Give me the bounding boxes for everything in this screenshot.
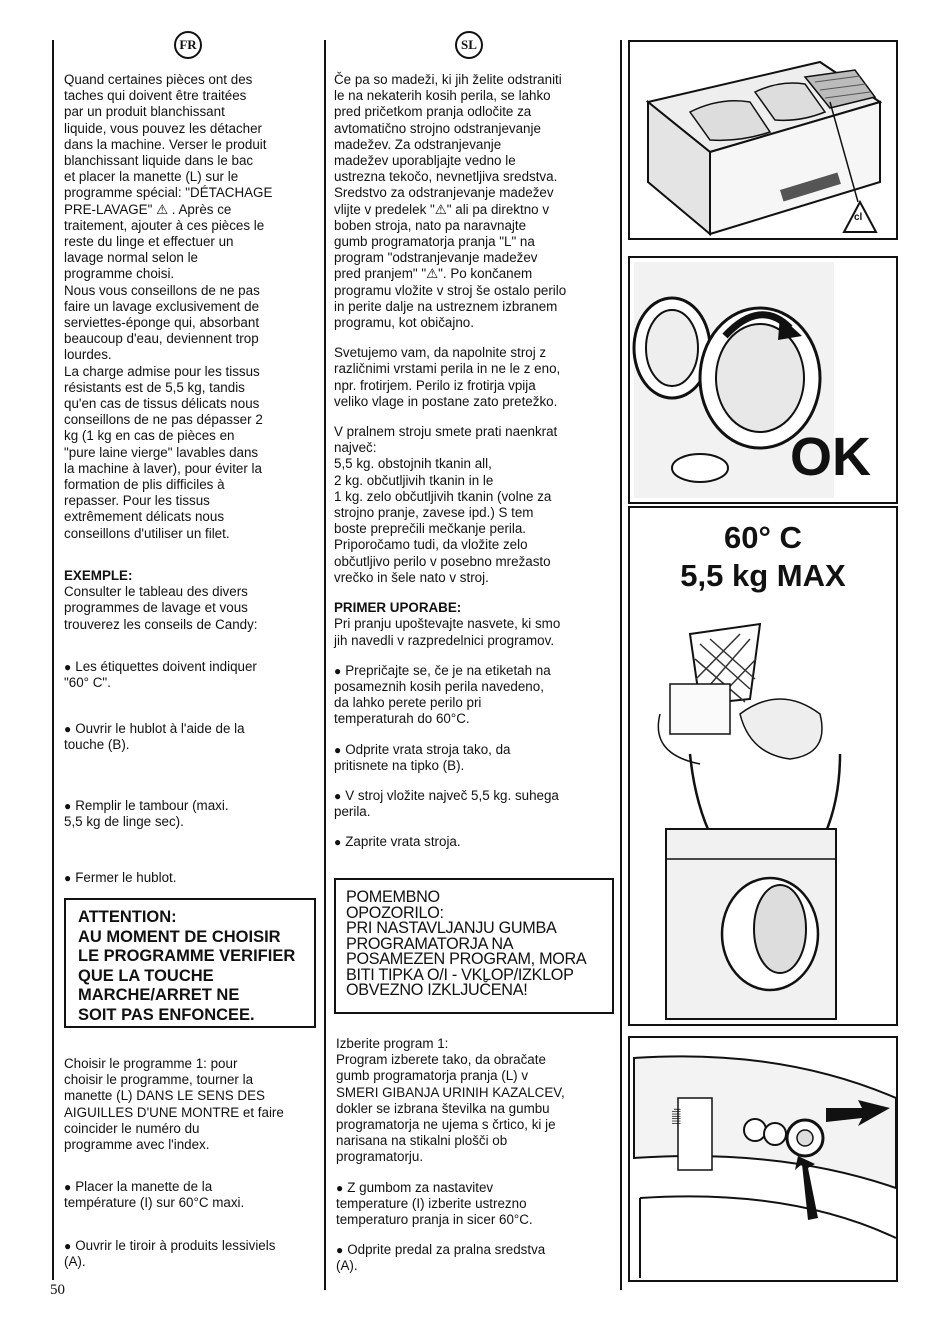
- laundry-basket-washer-illustration: [630, 604, 896, 1024]
- fr-step-temperature: ● Placer la manette de la température (I) sur 60°C maxi.: [64, 1179, 316, 1211]
- fr-step-open-drawer: ● Ouvrir le tiroir à produits lessiviels (A).: [64, 1238, 316, 1270]
- sl-load-text: V pralnem stroju smete prati naenkrat največ: 5,5 kg. obstojnih tkanin all, 2 kg. občutljivih tkanin in le 1 kg. zelo občutljivih tkanin (volne za strojno pranje, zavese ipd.) S tem boste preprečili mečkanje perila. Priporočamo tudi, da vložite zelo občutljivo perilo v posebno mrežasto vrečko in šele nato v stroj.: [334, 424, 558, 585]
- column-rule-right: [620, 40, 622, 1290]
- fr-step-open-door: ● Ouvrir le hublot à l'aide de la touche (B).: [64, 721, 316, 753]
- french-column-lower: [64, 1056, 316, 1270]
- control-panel-illustration: [630, 1038, 896, 1280]
- page-number: 50: [50, 1282, 65, 1298]
- fr-step-close-door: ● Fermer le hublot.: [64, 870, 316, 886]
- slovenian-column: [334, 72, 616, 851]
- figure-detergent-drawer: [628, 40, 898, 240]
- sl-step-open-door: ● Odprite vrata stroja tako, da pritisnete na tipko (B).: [334, 742, 616, 774]
- sl-example-heading: PRIMER UPORABE:: [334, 600, 462, 616]
- fr-step-fill-drum: ● Remplir le tambour (maxi. 5,5 kg de linge sec).: [64, 798, 316, 830]
- sl-attention-box: [334, 878, 614, 1014]
- fr-attention-box: [64, 898, 316, 1028]
- max-load-label: 5,5 kg MAX: [680, 558, 846, 593]
- column-rule-left: [52, 40, 54, 1280]
- figure-temperature-load: [628, 506, 898, 1026]
- sl-step-open-drawer: ● Odprite predal za pralna sredstva (A).: [336, 1242, 618, 1274]
- sl-choose-program-text: Izberite program 1: Program izberete tako, da obračate gumb programatorja pranja (L) v SMERI GIBANJA URINIH KAZALCEV, dokler se izbrana številka na gumbu programatorja ne ujema s črtico, ki je narisana na stikalni plošči ob programatorju.: [336, 1036, 565, 1165]
- sl-step-close-door: ● Zaprite vrata stroja.: [334, 834, 616, 850]
- sl-intro-text: Če pa so madeži, ki jih želite odstraniti le na nekaterih kosih perila, se lahko pred pričetkom pranja odločite za avtomatično strojno odstranjevanje madežev. Za odstranjevanje madežev uporabljajte vedno le ustrezna tekočo, nevnetljiva sredstva. Sredstvo za odstranjevanje madežev vlijte v predelek "⚠" ali pa direktno v boben stroja, nato pa naravnajte gumb programatorja pranja "L" na program "odstranjevanje madežev pred pranjem" "⚠". Po končanem programu vložite v stroj še ostalo perilo in perite dalje na ustreznem izbranem programu, kot običajno.: [334, 72, 567, 331]
- chlorine-label: cl: [854, 212, 863, 223]
- ok-label: OK: [790, 427, 871, 487]
- language-badge-sl: SL: [455, 31, 483, 59]
- slovenian-column-lower: [336, 1036, 618, 1275]
- sl-step-labels: ● Prepričajte se, če je na etiketah na posameznih kosih perila navedeno, da lahko perete perilo pri temperaturah do 60°C.: [334, 663, 616, 728]
- sl-advice-text: Svetujemo vam, da napolnite stroj z različnimi vrstami perila in ne le z eno, npr. frotirjem. Perilo iz frotirja vpija veliko vlage in postane zato pretežko.: [334, 345, 561, 409]
- language-badge-fr: FR: [174, 31, 202, 59]
- sl-example-text: Pri pranju upoštevajte nasvete, ki smo jih navedli v razpredelnici programov.: [334, 616, 561, 648]
- detergent-drawer-illustration: [630, 42, 896, 238]
- fr-attention-text: ATTENTION: AU MOMENT DE CHOISIR LE PROGRAMME VERIFIER QUE LA TOUCHE MARCHE/ARRET NE SOIT PAS ENFONCEE.: [78, 908, 296, 1024]
- sl-step-temperature: ● Z gumbom za nastavitev temperature (I) izberite ustrezno temperaturo pranja in sicer 60°C.: [336, 1180, 618, 1229]
- fr-example-heading: EXEMPLE:: [64, 567, 133, 583]
- sl-attention-text: POMEMBNO OPOZORILO: PRI NASTAVLJANJU GUMBA PROGRAMATORJA NA POSAMEZEN PROGRAM, MORA BITI TIPKA O/I - VKLOP/IZKLOP OBVEZNO IZKLJUČENA!: [346, 888, 587, 999]
- figure-open-door: [628, 256, 898, 504]
- fr-step-labels: ● Les étiquettes doivent indiquer "60° C".: [64, 659, 316, 691]
- french-column: [64, 72, 316, 886]
- fr-choose-program-text: Choisir le programme 1: pour choisir le programme, tourner la manette (L) DANS LE SENS DES AIGUILLES D'UNE MONTRE et faire coincider le numéro du programme avec l'index.: [64, 1056, 284, 1153]
- knob-scale-marks: I||||||: [672, 1108, 682, 1125]
- fr-intro-text: Quand certaines pièces ont des taches qui doivent être traitées par un produit blanchissant liquide, vous pouvez les détacher dans la machine. Verser le produit blanchissant liquide dans le bac et placer la manette (L) sur le programme spécial: "DÉTACHAGE PRE-LAVAGE" ⚠ . Après ce traitement, ajouter à ces pièces le reste du linge et effectuer un lavage normal selon le programme choisi. Nous vous conseillons de ne pas faire un lavage exclusivement de serviettes-éponge qui, absorbant beaucoup d'eau, deviennent trop lourdes. La charge admise pour les tissus résistants est de 5,5 kg, tandis qu'en cas de tissus délicats nous conseillons de ne pas dépasser 2 kg (1 kg en cas de pièces en "pure laine vierge" lavables dans la machine à laver), pour éviter la formation de plis difficiles à repasser. Pour les tissus extrêmement délicats nous conseillons d'utiliser un filet.: [64, 72, 273, 541]
- column-rule-middle: [324, 40, 326, 1290]
- figure-control-knobs: [628, 1036, 898, 1282]
- fr-example-text: Consulter le tableau des divers programmes de lavage et vous trouverez les conseils de Candy:: [64, 584, 258, 632]
- sl-step-load: ● V stroj vložite največ 5,5 kg. suhega perila.: [334, 788, 616, 820]
- temperature-label: 60° C: [724, 520, 802, 555]
